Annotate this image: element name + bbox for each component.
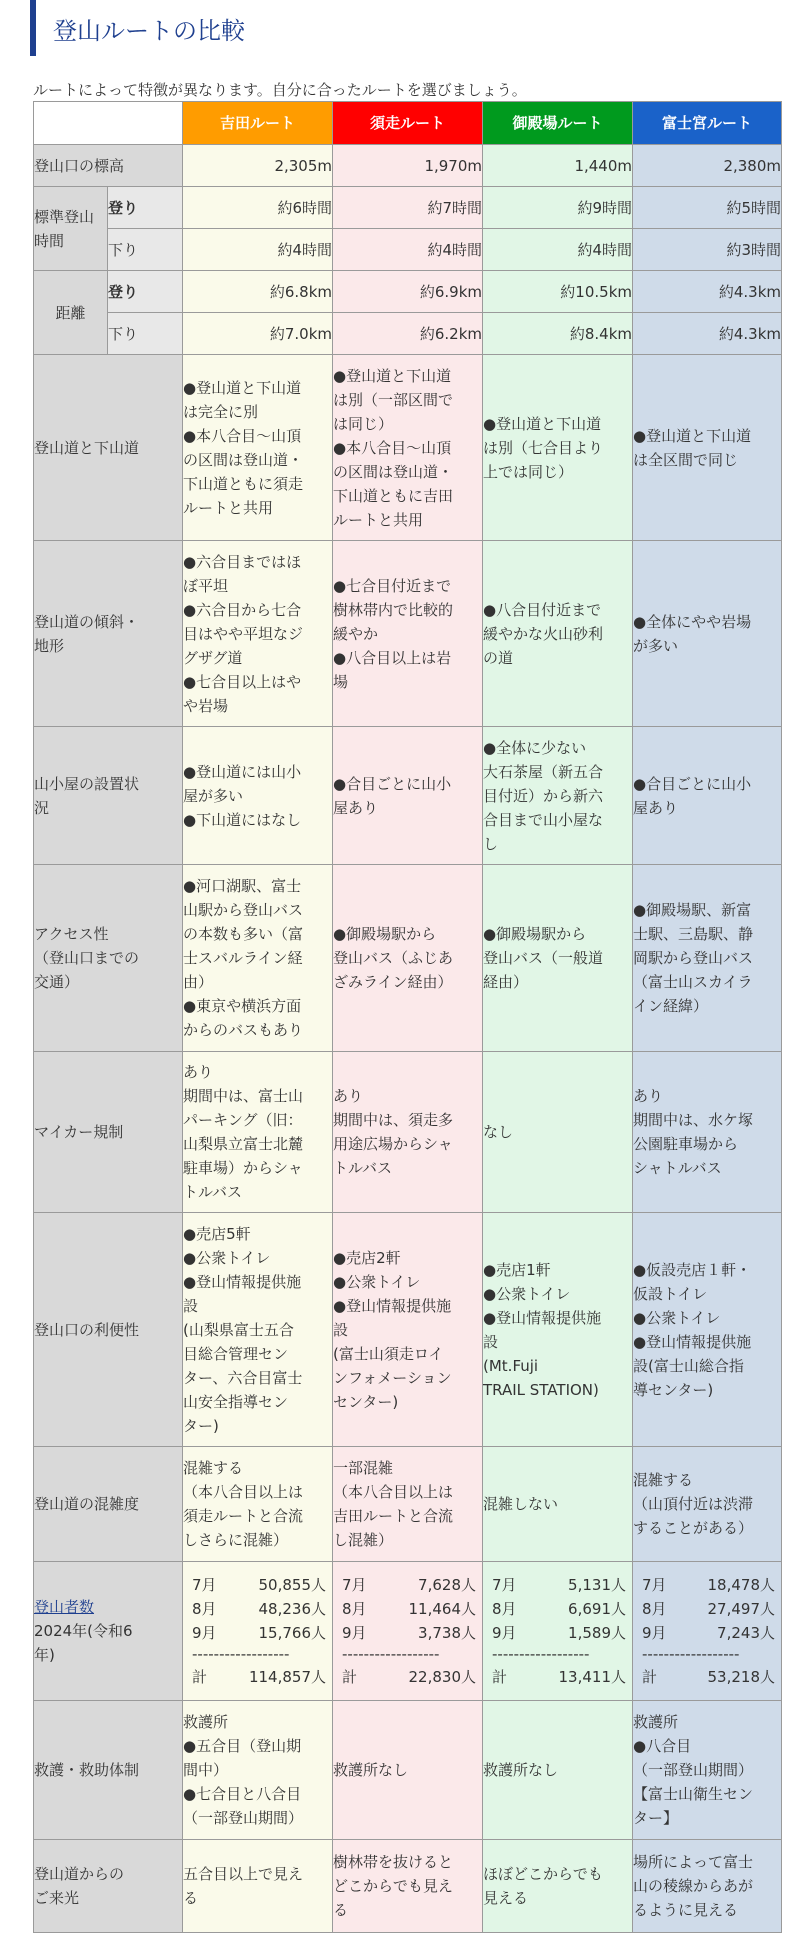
climbers-aug: 8月 27,497人 (642, 1600, 775, 1619)
cell-line: ●登山情報提供施 (633, 1332, 752, 1351)
cell-line: イン経緯） (633, 997, 709, 1015)
row-label: 標準登山時間 (34, 187, 108, 271)
row-distance-down (34, 313, 782, 355)
header-row (34, 102, 782, 145)
cell-line: ●七合目と八合目 (183, 1785, 302, 1803)
cell-line: ●仮設売店１軒・ (633, 1260, 752, 1279)
cell-line: TRAIL STATION) (483, 1380, 599, 1399)
cell-text (333, 355, 483, 541)
cell-text (483, 1701, 633, 1840)
row-sunrise (34, 1840, 782, 1933)
cell-line: ター、六合目富士 (183, 1368, 303, 1387)
cell-text (183, 1840, 333, 1933)
cell-line: 目はやや平坦なジ (183, 624, 304, 643)
cell-text (633, 727, 782, 865)
cell-value: 約7時間 (333, 187, 483, 229)
cell-text (183, 541, 333, 727)
cell-line: 登山バス（ふじあ (333, 949, 454, 967)
cell-line: や岩場 (183, 696, 229, 715)
cell-line: ●売店5軒 (183, 1224, 251, 1243)
cell-line: 屋あり (333, 798, 379, 817)
cell-line: ●七合目以上はや (183, 672, 302, 691)
route-header-fujinomiya: 富士宮ルート (633, 102, 782, 145)
climbers-cell (183, 1562, 333, 1701)
cell-line: 五合目以上で見え (183, 1865, 304, 1883)
cell-line: 上では同じ） (483, 462, 574, 481)
cell-value: 約4時間 (183, 229, 333, 271)
cell-text (183, 1447, 333, 1562)
cell-line: 樹林帯を抜けると (333, 1853, 454, 1871)
row-time-down (34, 229, 782, 271)
cell-line: ター) (183, 1416, 219, 1435)
cell-line: 場所によって富士 (633, 1853, 754, 1871)
cell-line: 設(富士山総合指 (633, 1356, 744, 1375)
header-corner (34, 102, 183, 145)
cell-line: ●合目ごとに山小 (333, 774, 452, 793)
row-climbers (34, 1562, 782, 1701)
cell-line: アクセス性 (34, 925, 109, 943)
cell-line: 山の稜線からあが (633, 1877, 754, 1895)
cell-line: ●八合目以上は岩 (333, 648, 452, 667)
cell-line: (富士山須走ロイ (333, 1344, 444, 1363)
cell-line: 緩やか (333, 624, 379, 643)
cell-line: 混雑する (183, 1459, 244, 1477)
cell-text (633, 355, 782, 541)
cell-line: ●全体にやや岩場 (633, 612, 752, 631)
row-label: 救護・救助体制 (34, 1701, 183, 1840)
cell-text (483, 1840, 633, 1933)
climbers-jul: 7月 50,855人 (192, 1576, 326, 1595)
climbers-link[interactable]: 登山者数 (34, 1598, 95, 1616)
cell-value: 1,970m (333, 145, 483, 187)
row-sublabel: 下り (108, 229, 183, 271)
cell-line: ●登山情報提供施 (483, 1308, 602, 1327)
cell-line: 地形 (34, 636, 65, 655)
intro-text: ルートによって特徴が異なります。自分に合ったルートを選びましょう。 (33, 81, 527, 99)
cell-line: ●本八合目～山頂 (333, 438, 452, 457)
cell-line: （一部登山期間） (183, 1809, 304, 1827)
cell-line: 況 (34, 798, 50, 817)
cell-text (333, 541, 483, 727)
cell-line: 士駅、三島駅、静 (633, 925, 754, 943)
row-access (34, 865, 782, 1052)
cell-line: 駐車場）からシャ (183, 1159, 303, 1177)
cell-line: ほぼどこからでも (483, 1865, 603, 1883)
cell-line: 屋が多い (183, 786, 244, 805)
cell-line: は同じ） (333, 414, 394, 433)
cell-line: 用途広場からシャ (333, 1135, 453, 1153)
row-trails (34, 355, 782, 541)
cell-value: 約6.8km (183, 271, 333, 313)
cell-text (483, 1447, 633, 1562)
cell-line: は別（一部区間で (333, 390, 454, 409)
cell-text (483, 865, 633, 1052)
cell-text (633, 1052, 782, 1213)
cell-text (633, 865, 782, 1052)
cell-value: 約10.5km (483, 271, 633, 313)
climbers-total: 計 53,218人 (642, 1667, 775, 1686)
cell-line: 期間中は、水ケ塚 (633, 1111, 754, 1129)
cell-line: 混雑しない (483, 1495, 559, 1513)
cell-text (183, 727, 333, 865)
cell-value: 約4.3km (633, 313, 782, 355)
cell-line: 山梨県立富士北麓 (183, 1135, 304, 1153)
cell-line: るように見える (633, 1901, 739, 1919)
climbers-sep: 9月 1,589人 (492, 1624, 626, 1643)
cell-line: なし (483, 1123, 514, 1141)
cell-line: 須走ルートと合流 (183, 1507, 304, 1525)
cell-line: 下山道ともに須走 (183, 474, 304, 493)
cell-text (183, 1052, 333, 1213)
climbers-sep: 9月 3,738人 (342, 1624, 476, 1643)
cell-line: 経由） (483, 973, 529, 991)
climbers-sep: 9月 7,243人 (642, 1624, 775, 1643)
cell-line: あり (183, 1063, 214, 1081)
cell-line: 下山道ともに吉田 (333, 486, 454, 505)
row-label: 登山口の利便性 (34, 1213, 183, 1447)
cell-text (333, 1213, 483, 1447)
cell-line: し混雑） (333, 1531, 394, 1549)
cell-line: （一部登山期間） (633, 1761, 754, 1779)
cell-line: パーキング（旧： (183, 1111, 303, 1129)
cell-line: 期間中は、須走多 (333, 1111, 454, 1129)
row-label: 登山口の標高 (34, 145, 183, 187)
row-distance-up (34, 271, 782, 313)
cell-line: 設 (483, 1332, 499, 1351)
row-label (34, 1562, 183, 1701)
row-label: 登山道の混雑度 (34, 1447, 183, 1562)
cell-line: ター】 (633, 1809, 679, 1827)
cell-line: ●合目ごとに山小 (633, 774, 752, 793)
row-label (34, 541, 183, 727)
climbers-divider: ------------------ (492, 1645, 590, 1664)
cell-line: 混雑する (633, 1471, 694, 1489)
climbers-jul: 7月 18,478人 (642, 1576, 775, 1595)
cell-value: 約3時間 (633, 229, 782, 271)
cell-line: 設 (333, 1320, 349, 1339)
cell-line: 屋あり (633, 798, 679, 817)
cell-line: トルバス (333, 1159, 392, 1177)
cell-line: ンフォメーション (333, 1368, 452, 1387)
page-title: 登山ルートの比較 (53, 16, 245, 45)
climbers-aug: 8月 11,464人 (342, 1600, 476, 1619)
cell-text (183, 865, 333, 1052)
cell-line: 吉田ルートと合流 (333, 1507, 454, 1525)
cell-line: る (333, 1901, 349, 1919)
route-header-yoshida: 吉田ルート (183, 102, 333, 145)
cell-value: 約7.0km (183, 313, 333, 355)
cell-text (633, 541, 782, 727)
cell-text (483, 1213, 633, 1447)
cell-line: ●下山道にはなし (183, 810, 302, 829)
route-header-subashiri: 須走ルート (333, 102, 483, 145)
cell-line: 2024年(令和6 (34, 1622, 133, 1640)
cell-line: ●御殿場駅から (333, 925, 437, 943)
cell-line: 救護所 (183, 1713, 229, 1731)
route-header-gotemba: 御殿場ルート (483, 102, 633, 145)
row-sublabel: 下り (108, 313, 183, 355)
cell-line: は全区間で同じ (633, 450, 739, 469)
cell-line: 登山道の傾斜・ (34, 612, 140, 631)
cell-text (633, 1213, 782, 1447)
cell-line: 場 (333, 672, 349, 691)
cell-line: し (483, 834, 499, 853)
cell-line: ●登山道と下山道 (333, 366, 452, 385)
cell-line: ●登山情報提供施 (183, 1272, 302, 1291)
cell-line: 由） (183, 973, 214, 991)
cell-line: は完全に別 (183, 402, 259, 421)
cell-line: （登山口までの (34, 949, 140, 967)
climbers-divider: ------------------ (192, 1645, 290, 1664)
cell-line: （山頂付近は渋滞 (633, 1495, 754, 1513)
cell-line: は別（七合目より (483, 438, 604, 457)
cell-text (483, 541, 633, 727)
cell-line: センター) (333, 1392, 399, 1411)
cell-line: ●五合目（登山期 (183, 1737, 302, 1755)
cell-line: することがある） (633, 1519, 754, 1537)
cell-line: が多い (633, 636, 679, 655)
route-comparison-table (33, 101, 782, 1933)
cell-line: あり (633, 1087, 664, 1105)
cell-value: 約8.4km (483, 313, 633, 355)
cell-line: ●登山情報提供施 (333, 1296, 452, 1315)
row-sublabel: 登り (108, 271, 183, 313)
cell-line: ●河口湖駅、富士 (183, 877, 302, 895)
row-label (34, 865, 183, 1052)
climbers-total: 計 13,411人 (492, 1667, 626, 1686)
cell-line: （富士山スカイラ (633, 973, 753, 991)
climbers-cell (483, 1562, 633, 1701)
cell-line: ●八合目 (633, 1737, 692, 1755)
cell-line: 間中） (183, 1761, 229, 1779)
cell-line: 登山道からの (34, 1865, 125, 1883)
cell-line: ●公衆トイレ (633, 1308, 721, 1327)
cell-line: 公園駐車場から (633, 1135, 739, 1153)
cell-text (183, 355, 333, 541)
cell-text (483, 727, 633, 865)
cell-line: ●登山道と下山道 (183, 378, 302, 397)
climbers-year (34, 1619, 182, 1667)
cell-text (333, 727, 483, 865)
cell-text (183, 1213, 333, 1447)
cell-text (183, 1701, 333, 1840)
cell-line: 山安全指導セン (183, 1392, 289, 1411)
cell-text (633, 1447, 782, 1562)
cell-line: 【富士山衛生セン (633, 1785, 754, 1803)
cell-line: 登山バス（一般道 (483, 949, 604, 967)
cell-line: ●本八合目～山頂 (183, 426, 302, 445)
cell-value: 約6.9km (333, 271, 483, 313)
climbers-cell (333, 1562, 483, 1701)
cell-line: (山梨県富士五合 (183, 1320, 294, 1339)
climbers-jul: 7月 7,628人 (342, 1576, 476, 1595)
row-label (34, 727, 183, 865)
cell-line: (Mt.Fuji (483, 1356, 539, 1375)
cell-line: 導センター) (633, 1380, 714, 1399)
climbers-divider: ------------------ (342, 1645, 440, 1664)
cell-text (633, 1701, 782, 1840)
row-car (34, 1052, 782, 1213)
climbers-cell (633, 1562, 782, 1701)
cell-line: の区間は登山道・ (183, 450, 304, 469)
cell-line: の区間は登山道・ (333, 462, 454, 481)
cell-line: 合目まで山小屋な (483, 810, 604, 829)
row-label (34, 1840, 183, 1933)
row-crowd (34, 1447, 782, 1562)
cell-line: ●六合目から七合 (183, 600, 302, 619)
cell-value: 約9時間 (483, 187, 633, 229)
cell-line: 大石茶屋（新五合 (483, 762, 604, 781)
cell-line: 目付近）から新六 (483, 786, 604, 805)
climbers-total: 計 22,830人 (342, 1667, 476, 1686)
cell-line: ●全体に少ない (483, 738, 587, 757)
cell-line: の道 (483, 648, 514, 667)
cell-line: ●御殿場駅から (483, 925, 587, 943)
cell-value: 約6.2km (333, 313, 483, 355)
section-heading (30, 0, 770, 56)
cell-line: ●売店2軒 (333, 1248, 401, 1267)
row-time-up (34, 187, 782, 229)
climbers-divider: ------------------ (642, 1645, 740, 1664)
row-sublabel: 登り (108, 187, 183, 229)
cell-line: あり (333, 1087, 364, 1105)
cell-line: ●東京や横浜方面 (183, 997, 302, 1015)
cell-text (333, 865, 483, 1052)
cell-line: ●公衆トイレ (183, 1248, 271, 1267)
cell-text (483, 1052, 633, 1213)
cell-line: ●六合目まではほ (183, 552, 302, 571)
cell-line: る (183, 1889, 199, 1907)
cell-line: ●七合目付近まで (333, 576, 452, 595)
cell-line: グザグ道 (183, 648, 243, 667)
cell-line: ●御殿場駅、新富 (633, 901, 752, 919)
cell-line: ●登山道と下山道 (483, 414, 602, 433)
cell-line: シャトルバス (633, 1159, 722, 1177)
cell-line: ぼ平坦 (183, 576, 229, 595)
cell-line: からのバスもあり (183, 1021, 304, 1039)
cell-text (333, 1701, 483, 1840)
cell-line: 見える (483, 1889, 529, 1907)
cell-line: 設 (183, 1296, 199, 1315)
cell-line: 救護所なし (333, 1761, 409, 1779)
climbers-aug: 8月 48,236人 (192, 1600, 326, 1619)
cell-line: 仮設トイレ (633, 1284, 708, 1303)
cell-line: ●登山道と下山道 (633, 426, 752, 445)
cell-text (333, 1447, 483, 1562)
cell-value: 約4.3km (633, 271, 782, 313)
cell-line: 樹林帯内で比較的 (333, 600, 454, 619)
row-facilities (34, 1213, 782, 1447)
cell-line: 岡駅から登山バス (633, 949, 754, 967)
cell-line: トルバス (183, 1183, 242, 1201)
cell-line: 救護所なし (483, 1761, 559, 1779)
climbers-sep: 9月 15,766人 (192, 1624, 326, 1643)
cell-line: ざみライン経由） (333, 973, 453, 991)
cell-line: ご来光 (34, 1889, 80, 1907)
cell-text (333, 1840, 483, 1933)
row-rescue (34, 1701, 782, 1840)
cell-line: ●公衆トイレ (483, 1284, 571, 1303)
cell-line: 一部混雑 (333, 1459, 394, 1477)
cell-line: 年) (34, 1646, 55, 1664)
climbers-total: 計 114,857人 (192, 1667, 326, 1686)
cell-line: 目総合管理セン (183, 1344, 289, 1363)
row-slope (34, 541, 782, 727)
cell-line: ●公衆トイレ (333, 1272, 421, 1291)
cell-line: ルートと共用 (183, 498, 274, 517)
row-label: 登山道と下山道 (34, 355, 183, 541)
cell-value: 約5時間 (633, 187, 782, 229)
cell-line: （本八合目以上は (333, 1483, 454, 1501)
cell-text (333, 1052, 483, 1213)
row-label: マイカー規制 (34, 1052, 183, 1213)
cell-line: 士スバルライン経 (183, 949, 303, 967)
cell-value: 2,380m (633, 145, 782, 187)
cell-value: 約4時間 (483, 229, 633, 271)
cell-line: 山駅から登山バス (183, 901, 304, 919)
cell-line: 山小屋の設置状 (34, 774, 140, 793)
cell-text (483, 355, 633, 541)
cell-line: ルートと共用 (333, 510, 424, 529)
cell-line: の本数も多い（富 (183, 925, 304, 943)
cell-value: 約6時間 (183, 187, 333, 229)
cell-line: ●売店1軒 (483, 1260, 551, 1279)
row-label: 距離 (34, 271, 108, 355)
climbers-aug: 8月 6,691人 (492, 1600, 626, 1619)
cell-line: ●登山道には山小 (183, 762, 302, 781)
cell-line: しさらに混雑） (183, 1531, 289, 1549)
cell-line: 緩やかな火山砂利 (483, 624, 604, 643)
cell-line: 救護所 (633, 1713, 679, 1731)
cell-line: どこからでも見え (333, 1877, 453, 1895)
cell-value: 2,305m (183, 145, 333, 187)
cell-line: 交通） (34, 973, 80, 991)
cell-value: 1,440m (483, 145, 633, 187)
cell-line: ●八合目付近まで (483, 600, 602, 619)
cell-line: 期間中は、富士山 (183, 1087, 304, 1105)
climbers-jul: 7月 5,131人 (492, 1576, 626, 1595)
cell-text (633, 1840, 782, 1933)
cell-line: （本八合目以上は (183, 1483, 304, 1501)
cell-value: 約4時間 (333, 229, 483, 271)
row-huts (34, 727, 782, 865)
row-elevation (34, 145, 782, 187)
